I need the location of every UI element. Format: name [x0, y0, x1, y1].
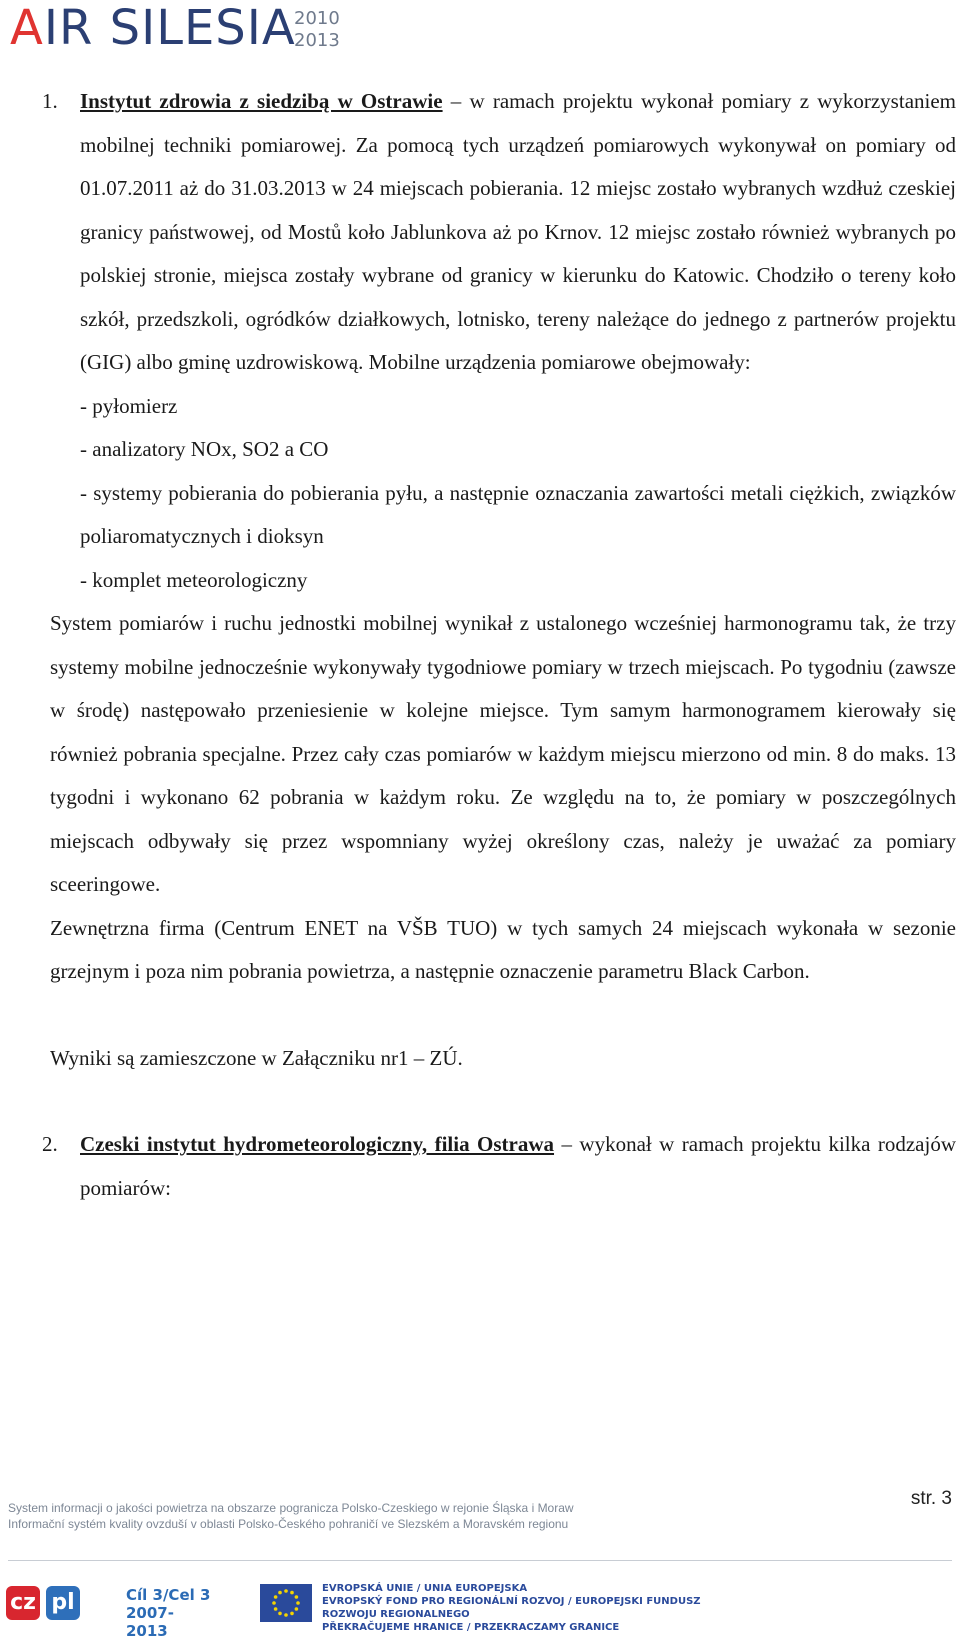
logo-years [294, 8, 344, 52]
year-start: 2010 [294, 8, 340, 29]
eu-funding-text: EVROPSKÁ UNIE / UNIA EUROPEJSKA EVROPSKÝ FOND PRO REGIONÁLNÍ ROZVOJ / EUROPEJSKI FUNDUSZ ROZWOJU REGIONALNEGO PŘEKRAČUJEME HRANICE / PRZEKRACZAMY GRANICE [322, 1583, 701, 1633]
project-info-czech: Informační systém kvality ovzduší v oblasti Polsko-Českého pohraničí ve Slezském a Moravském regionu [8, 1517, 569, 1531]
year-end: 2013 [294, 30, 340, 51]
section-1-intro: Instytut zdrowia z siedzibą w Ostrawie – w ramach projektu wykonał pomiary z wykorzystaniem mobilnej techniki pomiarowej. Za pomocą tych urządzeń pomiarowych wykonywał on pomiary od 01.07.2011 aż do 31.03.2013 w 24 miejscach pobierania. 12 miejsc zostało wybranych wzdłuż czeskiej granicy państwowej, od Mostů koło Jablunkova aż po Krnov. 12 miejsc zostało również wybranych po polskiej stronie, miejsca zostały wybrane od granicy w kierunku do Katowic. Chodziło o tereny koło szkół, przedszkoli, ogródków działkowych, lotnisko, tereny należące do jednego z partnerów projektu (GIG) albo gminę uzdrowiskową. Mobilne urządzenia pomiarowe obejmowały: [80, 89, 957, 374]
eu-star [274, 1595, 278, 1599]
section-2 [42, 1123, 957, 1210]
spacer [50, 994, 956, 1037]
section-1 [42, 80, 957, 385]
project-info [8, 1500, 608, 1532]
footer-divider [8, 1560, 952, 1561]
eu-star [290, 1612, 294, 1616]
cil3-logo: Cíl 3/Cel 3 2007-2013 [126, 1586, 211, 1640]
eu-star [295, 1595, 299, 1599]
czpl-logo [6, 1580, 121, 1628]
eu-star [284, 1613, 288, 1617]
eu-star [272, 1601, 276, 1605]
section-2-intro: Czeski instytut hydrometeorologiczny, filia Ostrawa – wykonał w ramach projektu kilka rodzajów pomiarów: [80, 1132, 957, 1200]
list-item: - pyłomierz [80, 393, 178, 418]
list-item: - komplet meteorologiczny [80, 567, 308, 592]
eu-star [295, 1607, 299, 1611]
list-item: - analizatory NOx, SO2 a CO [80, 437, 329, 461]
section-2-number: 2. [42, 1132, 58, 1156]
eu-star [290, 1591, 294, 1595]
eu-star [296, 1601, 300, 1605]
eu-flag-icon [260, 1584, 312, 1622]
pl-logo-box: pl [46, 1586, 80, 1620]
paragraph-black-carbon: Zewnętrzna firma (Centrum ENET na VŠB TUO) w tych samych 24 miejscach wykonała w sezonie grzejnym i poza nim pobrania powietrza, a następnie oznaczenie parametru Black Carbon. [50, 915, 956, 983]
page-header [0, 0, 960, 70]
air-silesia-logo: AIR SILESIA [10, 0, 296, 56]
cz-logo-box: cz [6, 1586, 40, 1620]
results-note: Wyniki są zamieszczone w Załączniku nr1 – ZÚ. [50, 1045, 463, 1070]
section-1-number: 1. [42, 89, 58, 113]
paragraph-measurement-system: System pomiarów i ruchu jednostki mobilnej wynikał z ustalonego wcześniej harmonogramu tak, że trzy systemy mobilne jednocześnie wykonywały tygodniowe pomiary w trzech miejscach. Po tygodniu (zawsze w środę) następowało przeniesienie w kolejne miejsce. Tym samym harmonogramem kierowały się również pobrania specjalne. Przez cały czas pomiarów w każdym miejscu mierzono od min. 8 do maks. 13 tygodni i wykonano 62 pobrania w każdym roku. Ze względu na to, że pomiary w poszczególnych miejscach odbywały się przez wspomniany wyżej określony czas, należy je uważać za pomiary sceeringowe. [50, 611, 956, 896]
eu-star [284, 1589, 288, 1593]
eu-star [278, 1591, 282, 1595]
measurement-device-list [50, 385, 956, 603]
eu-star [274, 1607, 278, 1611]
list-item: - systemy pobierania do pobierania pyłu, a następnie oznaczania zawartości metali ciężkich, związków poliaromatycznych i dioksyn [80, 480, 956, 548]
eu-star [278, 1612, 282, 1616]
spacer [50, 1080, 956, 1123]
page-number: str. 3 [910, 1488, 952, 1509]
project-info-polish: System informacji o jakości powietrza na obszarze pogranicza Polsko-Czeskiego w rejonie Śląska i Moraw [8, 1501, 574, 1515]
footer-logos [0, 1580, 960, 1640]
document-body [42, 80, 957, 1210]
section-1-title: Instytut zdrowia z siedzibą w Ostrawie [80, 89, 443, 113]
section-2-title: Czeski instytut hydrometeorologiczny, filia Ostrawa [80, 1132, 555, 1156]
